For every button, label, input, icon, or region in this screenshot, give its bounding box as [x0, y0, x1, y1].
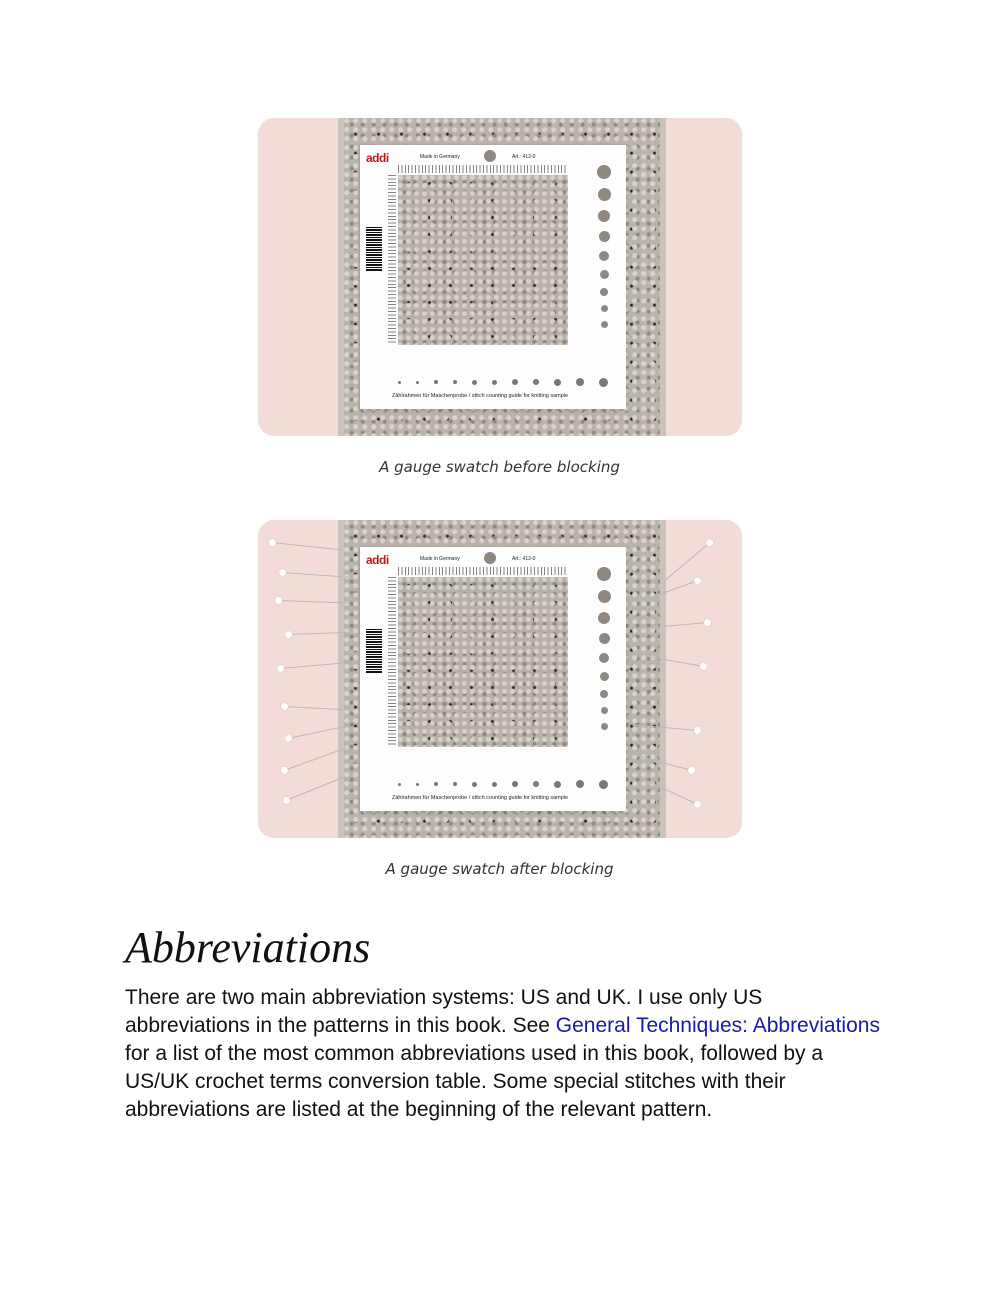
needle-size-holes-bottom	[398, 377, 608, 387]
gauge-swatch-after-photo	[258, 520, 742, 838]
barcode	[366, 629, 382, 673]
gauge-window	[398, 577, 568, 747]
ruler-top	[398, 567, 568, 575]
gauge-ruler-card	[360, 547, 626, 811]
hanging-hole	[484, 552, 496, 564]
made-in-label: Made in Germany	[420, 154, 460, 160]
article-number: Art.: 412-0	[512, 154, 536, 160]
gauge-footer-text: Zählrahmen für Maschenprobe / stitch counting guide for knitting sample	[392, 393, 569, 399]
gauge-window	[398, 175, 568, 345]
ruler-left	[388, 577, 396, 747]
needle-size-holes-right	[592, 567, 616, 767]
article-number: Art.: 412-0	[512, 556, 536, 562]
made-in-label: Made in Germany	[420, 556, 460, 562]
ruler-left	[388, 175, 396, 345]
section-paragraph	[125, 984, 885, 1124]
needle-size-holes-bottom	[398, 779, 608, 789]
needle-size-holes-right	[592, 165, 616, 365]
gauge-footer-text: Zählrahmen für Maschenprobe / stitch counting guide for knitting sample	[392, 795, 569, 801]
paragraph-text-before: There are two main abbreviation systems: US and UK. I use only US abbreviations in the patterns in this book. See	[125, 986, 763, 1037]
figure-caption-after: A gauge swatch after blocking	[385, 860, 614, 878]
ruler-top	[398, 165, 568, 173]
brand-logo: addi	[366, 151, 389, 165]
section-heading: Abbreviations	[125, 923, 371, 972]
figure-caption-before: A gauge swatch before blocking	[379, 458, 620, 476]
gauge-swatch-before-photo	[258, 118, 742, 436]
barcode	[366, 227, 382, 271]
hanging-hole	[484, 150, 496, 162]
paragraph-text-after: for a list of the most common abbreviations used in this book, followed by a US/UK crochet terms conversion table. Some special stitches with their abbreviations are listed at the beginning of the relevant pattern.	[125, 1042, 824, 1121]
brand-logo: addi	[366, 553, 389, 567]
gauge-ruler-card	[360, 145, 626, 409]
general-techniques-abbreviations-link[interactable]: General Techniques: Abbreviations	[555, 1014, 880, 1037]
